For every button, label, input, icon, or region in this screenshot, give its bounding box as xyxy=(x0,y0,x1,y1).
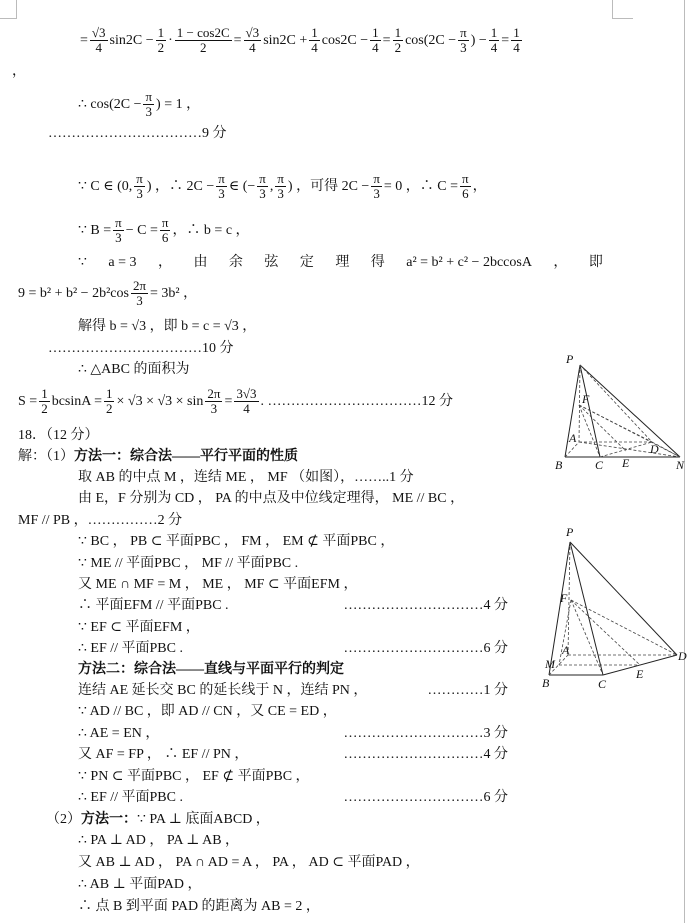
cosine-rule-line xyxy=(78,255,603,271)
text-run: − C = xyxy=(125,222,158,238)
denominator: 3 xyxy=(145,104,152,119)
text-run: = xyxy=(382,32,391,48)
text-run: 又 AB ⊥ AD ， PA ∩ AD = A ， PA ， AD ⊂ 平面PAD ， xyxy=(78,855,420,870)
text-run: ∵ C ∈ (0, xyxy=(78,178,133,194)
text-run: ∴ PA ⊥ AD ， PA ⊥ AB ， xyxy=(78,833,240,848)
numerator: 1 xyxy=(394,25,402,40)
text-run: 得 xyxy=(370,255,385,270)
denominator: 2 xyxy=(157,40,165,55)
method2-line xyxy=(78,683,367,699)
fraction xyxy=(90,26,108,55)
fraction xyxy=(113,216,124,245)
text-run: ∴ EF // 平面PBC . xyxy=(78,790,183,805)
text-run: 又 ME ∩ MF = M ， ME ， MF ⊂ 平面EFM ， xyxy=(78,577,358,592)
problem-18-header xyxy=(18,428,99,444)
fraction xyxy=(309,26,320,55)
score-line xyxy=(48,126,227,142)
text-run: ……………………………9 分 xyxy=(48,126,227,141)
numerator: 1 xyxy=(157,25,165,40)
text-run: ∴ 平面EFM // 平面PBC . xyxy=(78,598,229,614)
numerator: π xyxy=(277,171,284,186)
text-run: 9 = b² + b² − 2b²cos xyxy=(18,285,129,301)
fraction xyxy=(156,26,167,55)
text-run: ) − xyxy=(470,32,487,48)
text-run: ∈ (− xyxy=(228,178,256,194)
numerator: π xyxy=(115,215,122,230)
numerator: π xyxy=(136,171,143,186)
method2-line xyxy=(78,747,248,763)
label-B: B xyxy=(542,676,550,690)
method1-line xyxy=(78,620,200,636)
label-C: C xyxy=(598,677,607,691)
numerator: π xyxy=(460,25,467,40)
method2-line xyxy=(78,790,183,806)
method2-line xyxy=(78,704,337,720)
text-run: , xyxy=(269,178,274,194)
part2-line xyxy=(78,899,320,915)
part1-method1-title xyxy=(18,449,298,465)
text-run: ∴ AE = EN ， xyxy=(78,725,160,741)
label-N: N xyxy=(676,458,685,472)
fraction xyxy=(39,387,50,416)
denominator: 3 xyxy=(115,230,122,245)
label-A: A xyxy=(569,431,577,445)
numerator: π xyxy=(462,171,469,186)
denominator: 4 xyxy=(243,401,250,416)
fraction xyxy=(216,172,227,201)
text-run: ∵ ME // 平面PBC ， MF // 平面PBC . xyxy=(78,555,299,571)
text-run: ∵ BC ， PB ⊂ 平面PBC ， FM ， EM ⊄ 平面PBC ， xyxy=(78,534,395,550)
text-run: 理 xyxy=(335,255,350,270)
pyramid-figure-1 xyxy=(552,345,692,475)
denominator: 4 xyxy=(372,40,379,55)
part2-line xyxy=(78,855,420,871)
fraction xyxy=(458,26,469,55)
numerator: 1 xyxy=(311,25,318,40)
text-run: = xyxy=(80,32,88,48)
text-run: ∴ EF // 平面PBC . xyxy=(78,641,183,657)
text-run: 弦 xyxy=(264,255,279,270)
bold-heading: 方法二：综合法——直线与平面平行的判定 xyxy=(78,662,344,677)
fraction xyxy=(460,172,471,201)
score-4b: …………………………4 分 xyxy=(343,747,508,762)
denominator: 3 xyxy=(277,186,284,201)
denominator: 3 xyxy=(259,186,266,201)
label-E: E xyxy=(636,667,644,681)
numerator: √3 xyxy=(91,25,106,40)
numerator: 1 − cos2C xyxy=(176,25,230,40)
method1-line xyxy=(18,513,182,529)
fraction xyxy=(275,172,286,201)
text-run: cos(2C − xyxy=(405,32,457,48)
fraction xyxy=(131,279,148,308)
fraction xyxy=(175,26,232,55)
text-run: = xyxy=(233,32,242,48)
text-run: ∵ AD // BC ，即 AD // CN ，又 CE = ED ， xyxy=(78,704,337,720)
equation-line xyxy=(78,216,250,245)
fraction xyxy=(370,26,381,55)
page-corner-mark-left xyxy=(0,0,17,19)
method1-line xyxy=(78,534,394,550)
denominator: 4 xyxy=(513,40,520,55)
text-run: 解：（1） xyxy=(18,449,74,464)
score-4: …………………………4 分 xyxy=(343,598,508,613)
text-run: ，∴ b = c ， xyxy=(172,222,250,238)
denominator: 2 xyxy=(394,40,402,55)
label-A: A xyxy=(562,643,570,657)
text-run: 取 AB 的中点 M ，连结 ME ， MF （如图），……..1 分 xyxy=(78,470,414,485)
text-run: a = 3 xyxy=(108,255,137,270)
pyramid-figure-2 xyxy=(530,520,690,695)
text-run: ) = 1 ， xyxy=(156,96,201,112)
numerator: 1 xyxy=(490,25,498,40)
text-run: bcsinA = xyxy=(51,393,102,409)
score-line xyxy=(48,341,234,357)
text-run: . ……………………………12 分 xyxy=(260,393,454,409)
text-run: 由 xyxy=(193,255,208,270)
fraction xyxy=(104,387,115,416)
denominator: 3 xyxy=(136,293,143,308)
numerator: 2π xyxy=(132,278,147,293)
score-3: …………………………3 分 xyxy=(343,726,508,741)
label-P: P xyxy=(566,352,574,366)
label-D: D xyxy=(678,649,687,663)
denominator: 4 xyxy=(249,40,256,55)
numerator: 2π xyxy=(207,386,221,401)
fraction xyxy=(160,216,171,245)
numerator: π xyxy=(259,171,266,186)
method1-line xyxy=(78,598,229,614)
fraction xyxy=(134,172,145,201)
text-run: ∴ 点 B 到平面 PAD 的距离为 AB = 2 ， xyxy=(78,899,320,914)
label-D: D xyxy=(650,442,659,456)
text-run: a² = b² + c² − 2bccosA xyxy=(406,255,532,270)
numerator: 1 xyxy=(513,25,520,40)
method2-line xyxy=(78,769,310,785)
text-run: = 0 ，∴ C = xyxy=(383,178,459,194)
text-run: ……………………………10 分 xyxy=(48,341,234,356)
text-run: 即 xyxy=(588,255,603,270)
equation-line xyxy=(78,90,200,119)
method2-line xyxy=(78,726,159,742)
text-run: sin2C − xyxy=(109,32,154,48)
denominator: 4 xyxy=(95,40,102,55)
numerator: 1 xyxy=(372,25,379,40)
denominator: 3 xyxy=(373,186,380,201)
text-run: ∵ PA ⊥ 底面ABCD ， xyxy=(137,812,270,827)
denominator: 2 xyxy=(199,40,207,55)
text-run: MF // PB ，……………2 分 xyxy=(18,512,183,528)
equation-line xyxy=(80,26,524,55)
method1-line xyxy=(78,556,298,572)
text-run: 18．（12 分） xyxy=(18,428,99,443)
method1-line xyxy=(78,491,464,507)
text-run: ∴ △ABC 的面积为 xyxy=(78,362,190,377)
numerator: π xyxy=(218,171,225,186)
method1-line xyxy=(78,470,414,486)
denominator: 2 xyxy=(105,401,113,416)
fraction xyxy=(371,172,382,201)
text-run: 定 xyxy=(299,255,314,270)
fraction xyxy=(489,26,500,55)
bold-heading: 方法一： xyxy=(81,812,137,827)
label-F: F xyxy=(582,392,590,406)
numerator: 3√3 xyxy=(236,386,257,401)
fraction xyxy=(143,90,154,119)
text-run: ， xyxy=(157,255,172,270)
denominator: 3 xyxy=(218,186,225,201)
numerator: π xyxy=(145,89,153,104)
text-run: = 3b² ， xyxy=(150,285,198,301)
denominator: 4 xyxy=(490,40,498,55)
comma-line xyxy=(12,64,26,80)
text-run: cos2C − xyxy=(321,32,369,48)
page-corner-mark-right xyxy=(612,0,633,19)
score-6b: …………………………6 分 xyxy=(343,790,508,805)
text-run: ∵ B = xyxy=(78,222,112,238)
fraction xyxy=(234,387,258,416)
text-run: （2） xyxy=(46,812,81,827)
text-run: ∵ EF ⊂ 平面EFM ， xyxy=(78,619,200,635)
text-run: ∴ cos(2C − xyxy=(78,96,142,112)
denominator: 3 xyxy=(460,40,467,55)
text-run: ) ，可得 2C − xyxy=(287,178,370,194)
text-run: ， xyxy=(472,178,487,194)
numerator: √3 xyxy=(245,25,260,40)
fraction xyxy=(257,172,268,201)
text-run: 由 E，F 分别为 CD ， PA 的中点及中位线定理得， ME // BC ， xyxy=(78,491,465,507)
label-C: C xyxy=(595,458,604,472)
score-6: …………………………6 分 xyxy=(343,641,508,656)
text-run: 连结 AE 延长交 BC 的延长线于 N ，连结 PN ， xyxy=(78,683,368,698)
text-run: ， xyxy=(12,64,26,79)
denominator: 4 xyxy=(311,40,318,55)
equation-line xyxy=(78,172,487,201)
numerator: 1 xyxy=(105,386,113,401)
part2-line xyxy=(78,877,201,893)
numerator: π xyxy=(373,171,380,186)
text-run: = xyxy=(224,393,233,409)
fraction xyxy=(511,26,522,55)
label-B: B xyxy=(555,458,563,472)
numerator: π xyxy=(161,215,169,230)
label-F: F xyxy=(560,591,568,605)
text-run: ， xyxy=(553,255,568,270)
denominator: 2 xyxy=(41,401,48,416)
area-equation xyxy=(18,387,453,416)
solution-line xyxy=(78,319,256,335)
text-run: 又 AF = FP ， ∴ EF // PN ， xyxy=(78,747,249,763)
denominator: 3 xyxy=(210,401,218,416)
fraction xyxy=(205,387,222,416)
text-run: ∵ PN ⊂ 平面PBC ， EF ⊄ 平面PBC ， xyxy=(78,768,310,784)
fraction xyxy=(244,26,262,55)
text-run: ) ，∴ 2C − xyxy=(146,178,215,194)
area-heading xyxy=(78,362,189,378)
method1-line xyxy=(78,577,357,593)
text-run: 解得 b = √3 ，即 b = c = √3 ， xyxy=(78,319,257,334)
text-run: × √3 × √3 × sin xyxy=(116,393,204,409)
label-P: P xyxy=(566,525,574,539)
part2-title xyxy=(46,812,270,828)
text-run: sin2C + xyxy=(263,32,308,48)
equation-line xyxy=(18,279,197,308)
method1-line xyxy=(78,641,183,657)
text-run: ∵ xyxy=(78,255,87,270)
label-M: M xyxy=(545,657,555,671)
text-run: = xyxy=(501,32,510,48)
text-run: · xyxy=(168,32,173,48)
denominator: 6 xyxy=(462,186,469,201)
bold-heading: 方法一：综合法——平行平面的性质 xyxy=(74,449,298,464)
numerator: 1 xyxy=(41,386,48,401)
text-run: S = xyxy=(18,393,38,409)
method2-title xyxy=(78,662,344,678)
fraction xyxy=(393,26,404,55)
text-run: 余 xyxy=(228,255,243,270)
text-run: ∴ AB ⊥ 平面PAD ， xyxy=(78,877,202,892)
score-1: …………1 分 xyxy=(427,683,508,698)
denominator: 6 xyxy=(161,230,169,245)
label-E: E xyxy=(622,456,630,470)
denominator: 3 xyxy=(136,186,143,201)
part2-line xyxy=(78,833,239,849)
